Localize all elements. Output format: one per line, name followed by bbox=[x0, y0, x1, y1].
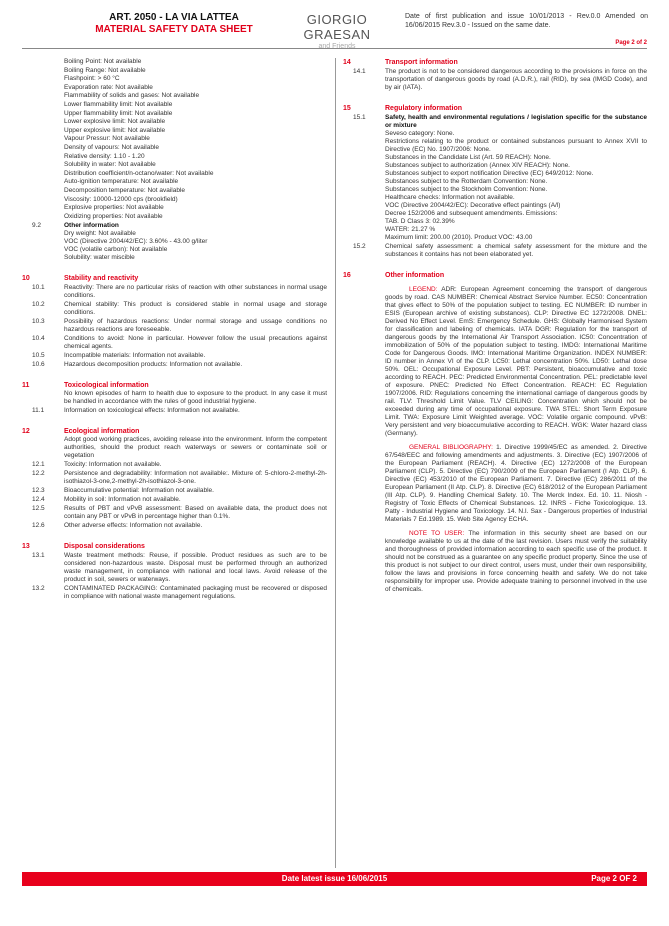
header-divider bbox=[22, 48, 647, 49]
section-title: Disposal considerations bbox=[64, 543, 145, 551]
subsection-title: Safety, health and environmental regulations / legislation specific for the substance or mixture bbox=[385, 114, 647, 129]
note-paragraph bbox=[385, 530, 647, 594]
item-number: 14.1 bbox=[353, 68, 366, 75]
item-text: Other adverse effects: Information not available. bbox=[64, 522, 203, 530]
item-number: 10.2 bbox=[32, 301, 45, 309]
info-line: Decree 152/2006 and subsequent amendments. Emissions: bbox=[385, 210, 558, 217]
left-column bbox=[22, 58, 327, 601]
bibliography-text: 1. Directive 1999/45/EC as amended. 2. Directive 67/548/EEC and following amendments and adjustments. 3. Directive (EC) 1907/2006 of the European Parliament (REACH). 4. Directive (EC) 1272/2008 of the European Parliament (CLP). 5. Directive (EC) 790/2009 of the European Parliament (I Atp. CLP). 6. Directive (EC) 453/2010 of the European Parliament. 7. Directive (EC) 286/2011 of the European Parliament (II Atp. CLP). 8. Directive (EC) 618/2012 of the European Parliament (III Atp. CLP). 9. Handling Chemical Safety. 10. The Merck Index. Ed. 10. 11. Niosh - Registry of Toxic Effects of Chemical Substances. 12. INRS - Fiche Toxicologique. 13. Patty - Industrial Hygiene and Toxicology. 14. N.I. Sax - Dangerous properties of Industrial Materials 7 Ed.1989. 15. Web Site Agency ECHA. bbox=[385, 444, 647, 523]
property-line: Boiling Point: Not available bbox=[64, 58, 142, 65]
section-title: Other information bbox=[385, 272, 445, 279]
property-line: Solubility in water: Not available bbox=[64, 161, 156, 169]
item-number: 12.3 bbox=[32, 487, 45, 495]
column-divider bbox=[335, 58, 336, 868]
property-line: Lower flammability limit: Not available bbox=[64, 100, 173, 108]
item-number: 15.2 bbox=[353, 243, 366, 250]
footer-date: Date latest issue 16/06/2015 bbox=[281, 874, 388, 883]
item-text: Results of PBT and vPvB assessment: Based on available data, the product does not contain any PBT or vPvB in percentage higher than 0.1%. bbox=[64, 505, 327, 521]
item-text: Waste treatment methods: Reuse, if possible. Product residues as such are to be considered non-hazardous waste. Disposal must be performed through an authorized waste management, in compliance with national and local laws. Avoid release of the product in soil, sewers or waterways. bbox=[64, 552, 327, 584]
section-15 bbox=[343, 104, 647, 259]
info-line: WATER: 21.27 % bbox=[385, 226, 436, 233]
item-text: Incompatible materials: Information not available. bbox=[64, 352, 206, 360]
item-number: 12.1 bbox=[32, 461, 45, 469]
property-line: Distribution coefficient/n-octano/water: Not available bbox=[64, 169, 214, 177]
item-text: Hazardous decomposition products: Information not available. bbox=[64, 361, 243, 369]
brand-logo bbox=[272, 12, 402, 51]
brand-name: GIORGIO GRAESAN bbox=[303, 12, 371, 42]
property-line: Density of vapours: Not available bbox=[64, 143, 160, 151]
section-number: 13 bbox=[22, 543, 30, 551]
item-text: Reactivity: There are no particular risks of reaction with other substances in normal usage conditions. bbox=[64, 284, 327, 300]
section-number: 12 bbox=[22, 428, 30, 436]
info-line: Dry weight: Not available bbox=[64, 230, 136, 238]
property-line: Decomposition temperature: Not available bbox=[64, 186, 186, 194]
item-number: 12.6 bbox=[32, 522, 45, 530]
property-line: Vapour Pressur: Not available bbox=[64, 135, 150, 143]
property-line: Upper explosive limit: Not available bbox=[64, 126, 166, 134]
section-14 bbox=[343, 58, 647, 92]
property-line: Lower explosive limit: Not available bbox=[64, 118, 166, 126]
document-header bbox=[22, 8, 647, 48]
info-line: TAB. D Class 3: 02.39% bbox=[385, 218, 455, 225]
section-10 bbox=[22, 274, 327, 369]
property-line: Flammability of solids and gases: Not available bbox=[64, 92, 200, 100]
document-footer bbox=[22, 872, 647, 886]
property-line: Explosive properties: Not available bbox=[64, 204, 164, 212]
item-text: Possibility of hazardous reactions: Under normal storage and ussage conditions no hazardous reactions are foreseeable. bbox=[64, 318, 327, 334]
bibliography-lead: GENERAL BIBLIOGRAPHY: bbox=[409, 444, 493, 451]
bibliography-paragraph bbox=[385, 444, 647, 524]
section-number: 11 bbox=[22, 382, 30, 390]
item-text: Bioaccumulative potential: Information not available. bbox=[64, 487, 214, 495]
legend-text: ADR: European Agreement concerning the transport of dangerous goods by road. CAS NUMBER: Chemical Abstract Service Number. EC50: Concentration that gives effect to 50% of the population subject to testing. EC NUMBER: ID number in ESIS (European archive of existing substances). CLP: Directive EC 1272/2008. DNEL: Derived No Effect Level. EmS: Emergency Schedule. GHS: Globally Harmonised System for classification and labeling of chemicals. IATA DGR: Regulation for the transport of dangerous goods by the International Air Transport Association. IC50: Concentration of immobilization of 50% of the population subject to testing. IMDG: International Maritime Code for Dangerous Goods. IMO: International Maritime Organization. INDEX NUMBER: ID number in Annex VI of the CLP. LC50: Lethal concentration 50%. LD50: Lethal dose 50%. OEL: Occupational Exposure Level. PBT: Persistent, bioaccumulative and toxic according to REACH. PEC: Predicted Environmental Concentration. PEL: predictable level of exposure. PNEC: Predicted No Effect Concentration. REACH: EC Regulation 1907/2006. RID: Regulations concerning the international carriage of dangerous goods by rail. TLV: Threshold Limit Value. TLV CEILING: Concentration which should not be exceeded during any time of occupational exposure. TWA STEL: Short Term Exposure Limit. TWA: Exposure Limit Weighted average. VOC: Volatile organic compound. vPvB: Very persistent and very bioaccumulative according to REACH. WGK: Water hazard class (Germany). bbox=[385, 286, 647, 437]
article-title: ART. 2050 - LA VIA LATTEA bbox=[109, 12, 239, 23]
section-title: Ecological information bbox=[64, 428, 140, 436]
subsection-9-2 bbox=[22, 222, 327, 262]
section-title: Toxicological information bbox=[64, 382, 149, 390]
info-line: Maximum limit: 200.00 (2010). Product VOC: 43.00 bbox=[385, 234, 533, 241]
info-line: Solubility: water miscible bbox=[64, 254, 135, 262]
property-line: Oxidizing properties: Not available bbox=[64, 212, 163, 220]
note-lead: NOTE TO USER: bbox=[409, 530, 465, 537]
item-text: Persistence and degradability: Information not available:. Mixture of: 5-chloro-2-methyl-2h-isothiazol-3-one,2-methyl-2h-isothiazol-3-one. bbox=[64, 470, 327, 486]
legend-paragraph bbox=[385, 286, 647, 438]
item-number: 10.4 bbox=[32, 335, 45, 343]
publication-info: Date of first publication and issue 10/01/2013 - Rev.0.0 Amended on 16/06/2015 Rev.3.0 - Issued on the same date. bbox=[405, 13, 648, 29]
property-line: Relative density: 1.10 - 1.20 bbox=[64, 152, 145, 160]
info-line: Substances in the Candidate List (Art. 59 REACH): None. bbox=[385, 154, 551, 161]
item-number: 13.2 bbox=[32, 585, 45, 593]
info-line: VOC (volatile carbon): Not available bbox=[64, 246, 168, 254]
section-title: Transport information bbox=[385, 59, 458, 66]
item-number: 12.5 bbox=[32, 505, 45, 513]
header-page-number: Page 2 of 2 bbox=[615, 40, 647, 46]
item-number: 10.5 bbox=[32, 352, 45, 360]
info-line: VOC (Directive 2004/42/EC): Decorative effect paintings (A/l) bbox=[385, 202, 561, 209]
section-11 bbox=[22, 381, 327, 415]
item-number: 11.1 bbox=[32, 407, 45, 415]
section-intro: No known episodes of harm to health due to exposure to the product. In any case it must be handled in accordance with the rules of good industrial hygiene. bbox=[64, 390, 327, 406]
item-number: 12.2 bbox=[32, 470, 45, 478]
footer-page-number: Page 2 OF 2 bbox=[591, 874, 637, 883]
info-line: Healthcare checks: Information not available. bbox=[385, 194, 515, 201]
info-line: Substances subject to the Stockholm Convention: None. bbox=[385, 186, 548, 193]
section-number: 10 bbox=[22, 275, 30, 283]
property-line: Auto-ignition temperature: Not available bbox=[64, 178, 179, 186]
section-16 bbox=[343, 271, 647, 594]
property-line: Upper flammability limit: Not available bbox=[64, 109, 173, 117]
section-intro: Adopt good working practices, avoiding release into the environment. Inform the competent authorities, should the product reach waterways or sewers or contaminate soil or vegetation bbox=[64, 436, 327, 460]
item-number: 10.1 bbox=[32, 284, 45, 292]
right-column bbox=[343, 58, 647, 594]
section-title: Stability and reactivity bbox=[64, 275, 139, 283]
item-text: Chemical stability: This product is considered stable in normal usage and storage conditions. bbox=[64, 301, 327, 317]
item-text: Toxicity: Information not available. bbox=[64, 461, 162, 469]
info-line: Substances subject to authorization (Annex XIV REACH): None. bbox=[385, 162, 570, 169]
header-title-block bbox=[74, 12, 274, 36]
item-text: Information on toxicological effects: Information not available. bbox=[64, 407, 240, 415]
property-line: Evaporation rate: Not available bbox=[64, 83, 153, 91]
item-number: 13.1 bbox=[32, 552, 45, 560]
brand-subtitle: and Friends bbox=[318, 43, 356, 50]
note-text: The information in this security sheet are based on our knowledge available to us at the date of the last revision. Users must verify the suitability and thoroughness of provided information according to each specific use of the product. It should not be construed as a guarantee on any specific product property. Since the use of this product is not subject to our direct control, users must, under their own responsibility, follow the laws and provisions in force concerning health and safety. We do not take responsibility for improper use. Provide adequate training to personnel involved in the use of chemicals. bbox=[385, 530, 647, 593]
subsection-title: Other information bbox=[64, 222, 119, 230]
item-text: Mobility in soil: Information not available. bbox=[64, 496, 181, 504]
section-13 bbox=[22, 542, 327, 601]
item-text: Conditions to avoid: None in particular. However follow the usual precautions against chemical agents. bbox=[64, 335, 327, 351]
info-line: VOC (Directive 2004/42/EC): 3.60% - 43.00 g/liter bbox=[64, 238, 208, 246]
item-number: 10.6 bbox=[32, 361, 45, 369]
info-line: Restrictions relating to the product or contained substances pursuant to Annex XVII to Directive (EC) No. 1907/2006: None. bbox=[385, 138, 647, 153]
subsection-number: 9.2 bbox=[32, 222, 42, 230]
item-number: 15.1 bbox=[353, 114, 366, 121]
item-text: CONTAMINATED PACKAGING: Contaminated packaging must be recovered or disposed in compliance with national waste management regulations. bbox=[64, 585, 327, 601]
property-line: Boiling Range: Not available bbox=[64, 66, 146, 74]
item-number: 12.4 bbox=[32, 496, 45, 504]
msds-title: MATERIAL SAFETY DATA SHEET bbox=[95, 24, 253, 35]
property-line: Flashpoint: > 60 °C bbox=[64, 75, 120, 83]
item-text: The product is not to be considered dangerous according to the provisions in force on the transportation of dangerous goods by road (A.D.R.), rail (RID), by sea (IMGD Code), and by air (IATA). bbox=[385, 68, 647, 91]
item-number: 10.3 bbox=[32, 318, 45, 326]
section-number: 16 bbox=[343, 272, 351, 279]
legend-lead: LEGEND: bbox=[409, 286, 438, 293]
info-line: Seveso category: None. bbox=[385, 130, 455, 137]
property-line: Viscosity: 10000-12000 cps (brookfield) bbox=[64, 195, 178, 203]
info-line: Substances subject to the Rotterdam Convention: None. bbox=[385, 178, 548, 185]
section-title: Regulatory information bbox=[385, 105, 463, 112]
physical-properties-list bbox=[64, 58, 327, 221]
info-line: Substances subject to export notification Directive (EC) 649/2012: None. bbox=[385, 170, 594, 177]
item-text: Chemical safety assessment: a chemical safety assessment for the mixture and the substances it contains has not been elaborated yet. bbox=[385, 243, 647, 258]
section-number: 14 bbox=[343, 59, 351, 66]
section-number: 15 bbox=[343, 105, 351, 112]
section-12 bbox=[22, 427, 327, 530]
